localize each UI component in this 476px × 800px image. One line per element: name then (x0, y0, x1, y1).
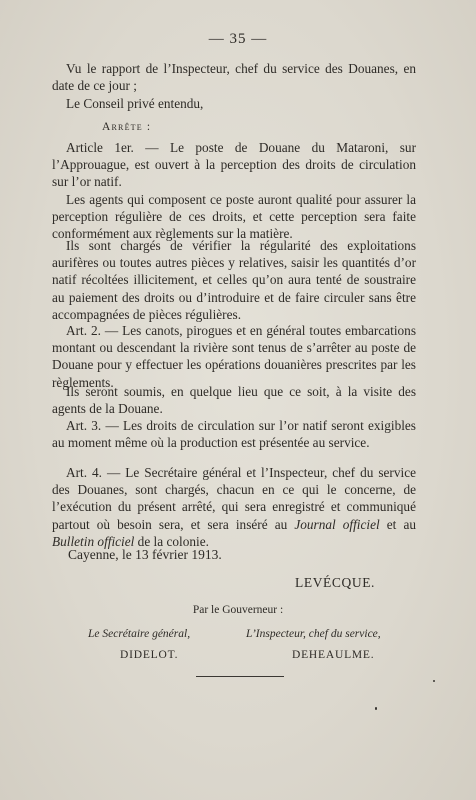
journal-officiel: Journal officiel (294, 516, 380, 532)
article-1: Article 1er. — Le poste de Douane du Mataroni, sur l’Approuague, est ouvert à la perception des droits de circulation sur l’or natif. (52, 140, 416, 190)
paragraph-charges: Ils sont chargés de vérifier la régularité des exploitations aurifères ou toutes autres pièces y relatives, saisir les quantités d’or natif récoltées illicitement, et celles qu’on aura tenté de soustraire au paiement des droits ou d’introduire et de faire circuler sans être accompagnées de pièces régulières. (52, 238, 416, 322)
article-3: Art. 3. — Les droits de circulation sur l’or natif seront exigibles au moment même où la production est présentée au service. (52, 418, 416, 451)
page-number: — 35 — (208, 31, 268, 47)
inspector-name: DEHEAULME. (292, 649, 375, 661)
secretary-name: DIDELOT. (120, 649, 179, 661)
ink-speck (433, 680, 435, 682)
par-le-gouverneur: Par le Gouverneur : (192, 604, 284, 616)
paragraph-vu: Vu le rapport de l’Inspecteur, chef du service des Douanes, en date de ce jour ; (52, 61, 416, 94)
paragraph-soumis: Ils seront soumis, en quelque lieu que ce soit, à la visite des agents de la Douane. (52, 384, 416, 417)
ink-speck (375, 707, 377, 710)
closing-rule (196, 676, 284, 677)
article-4-conjunction: et au (379, 516, 417, 532)
bulletin-officiel: Bulletin officiel (52, 533, 135, 549)
inspector-title: L’Inspecteur, chef du service, (246, 628, 381, 640)
arrete-heading: Arrête : (102, 121, 152, 133)
article-4 (52, 464, 416, 550)
article-4-end: de la colonie. (134, 533, 209, 549)
paragraph-agents: Les agents qui composent ce poste auront qualité pour assurer la perception régulière de ces droits, et cette perception sera faite conformément aux règlements sur la matière. (52, 192, 416, 242)
article-4-text: Art. 4. — Le Secrétaire général et l’Inspecteur, chef du service des Douanes, sont chargés, chacun en ce qui le concerne, de l’exécution du présent arrêté, qui sera enregistré et communiqué partout où besoin sera, et sera inséré au (52, 465, 416, 532)
secretary-title: Le Secrétaire général, (88, 628, 191, 640)
paragraph-conseil: Le Conseil privé entendu, (66, 96, 204, 111)
governor-signature: LEVÉCQUE. (295, 575, 376, 590)
article-2: Art. 2. — Les canots, pirogues et en général toutes embarcations montant ou descendant la rivière sont tenus de s’arrêter au poste de Douane pour y effectuer les opérations douanières prescrites par les règlements. (52, 323, 416, 390)
date-line: Cayenne, le 13 février 1913. (68, 547, 222, 562)
